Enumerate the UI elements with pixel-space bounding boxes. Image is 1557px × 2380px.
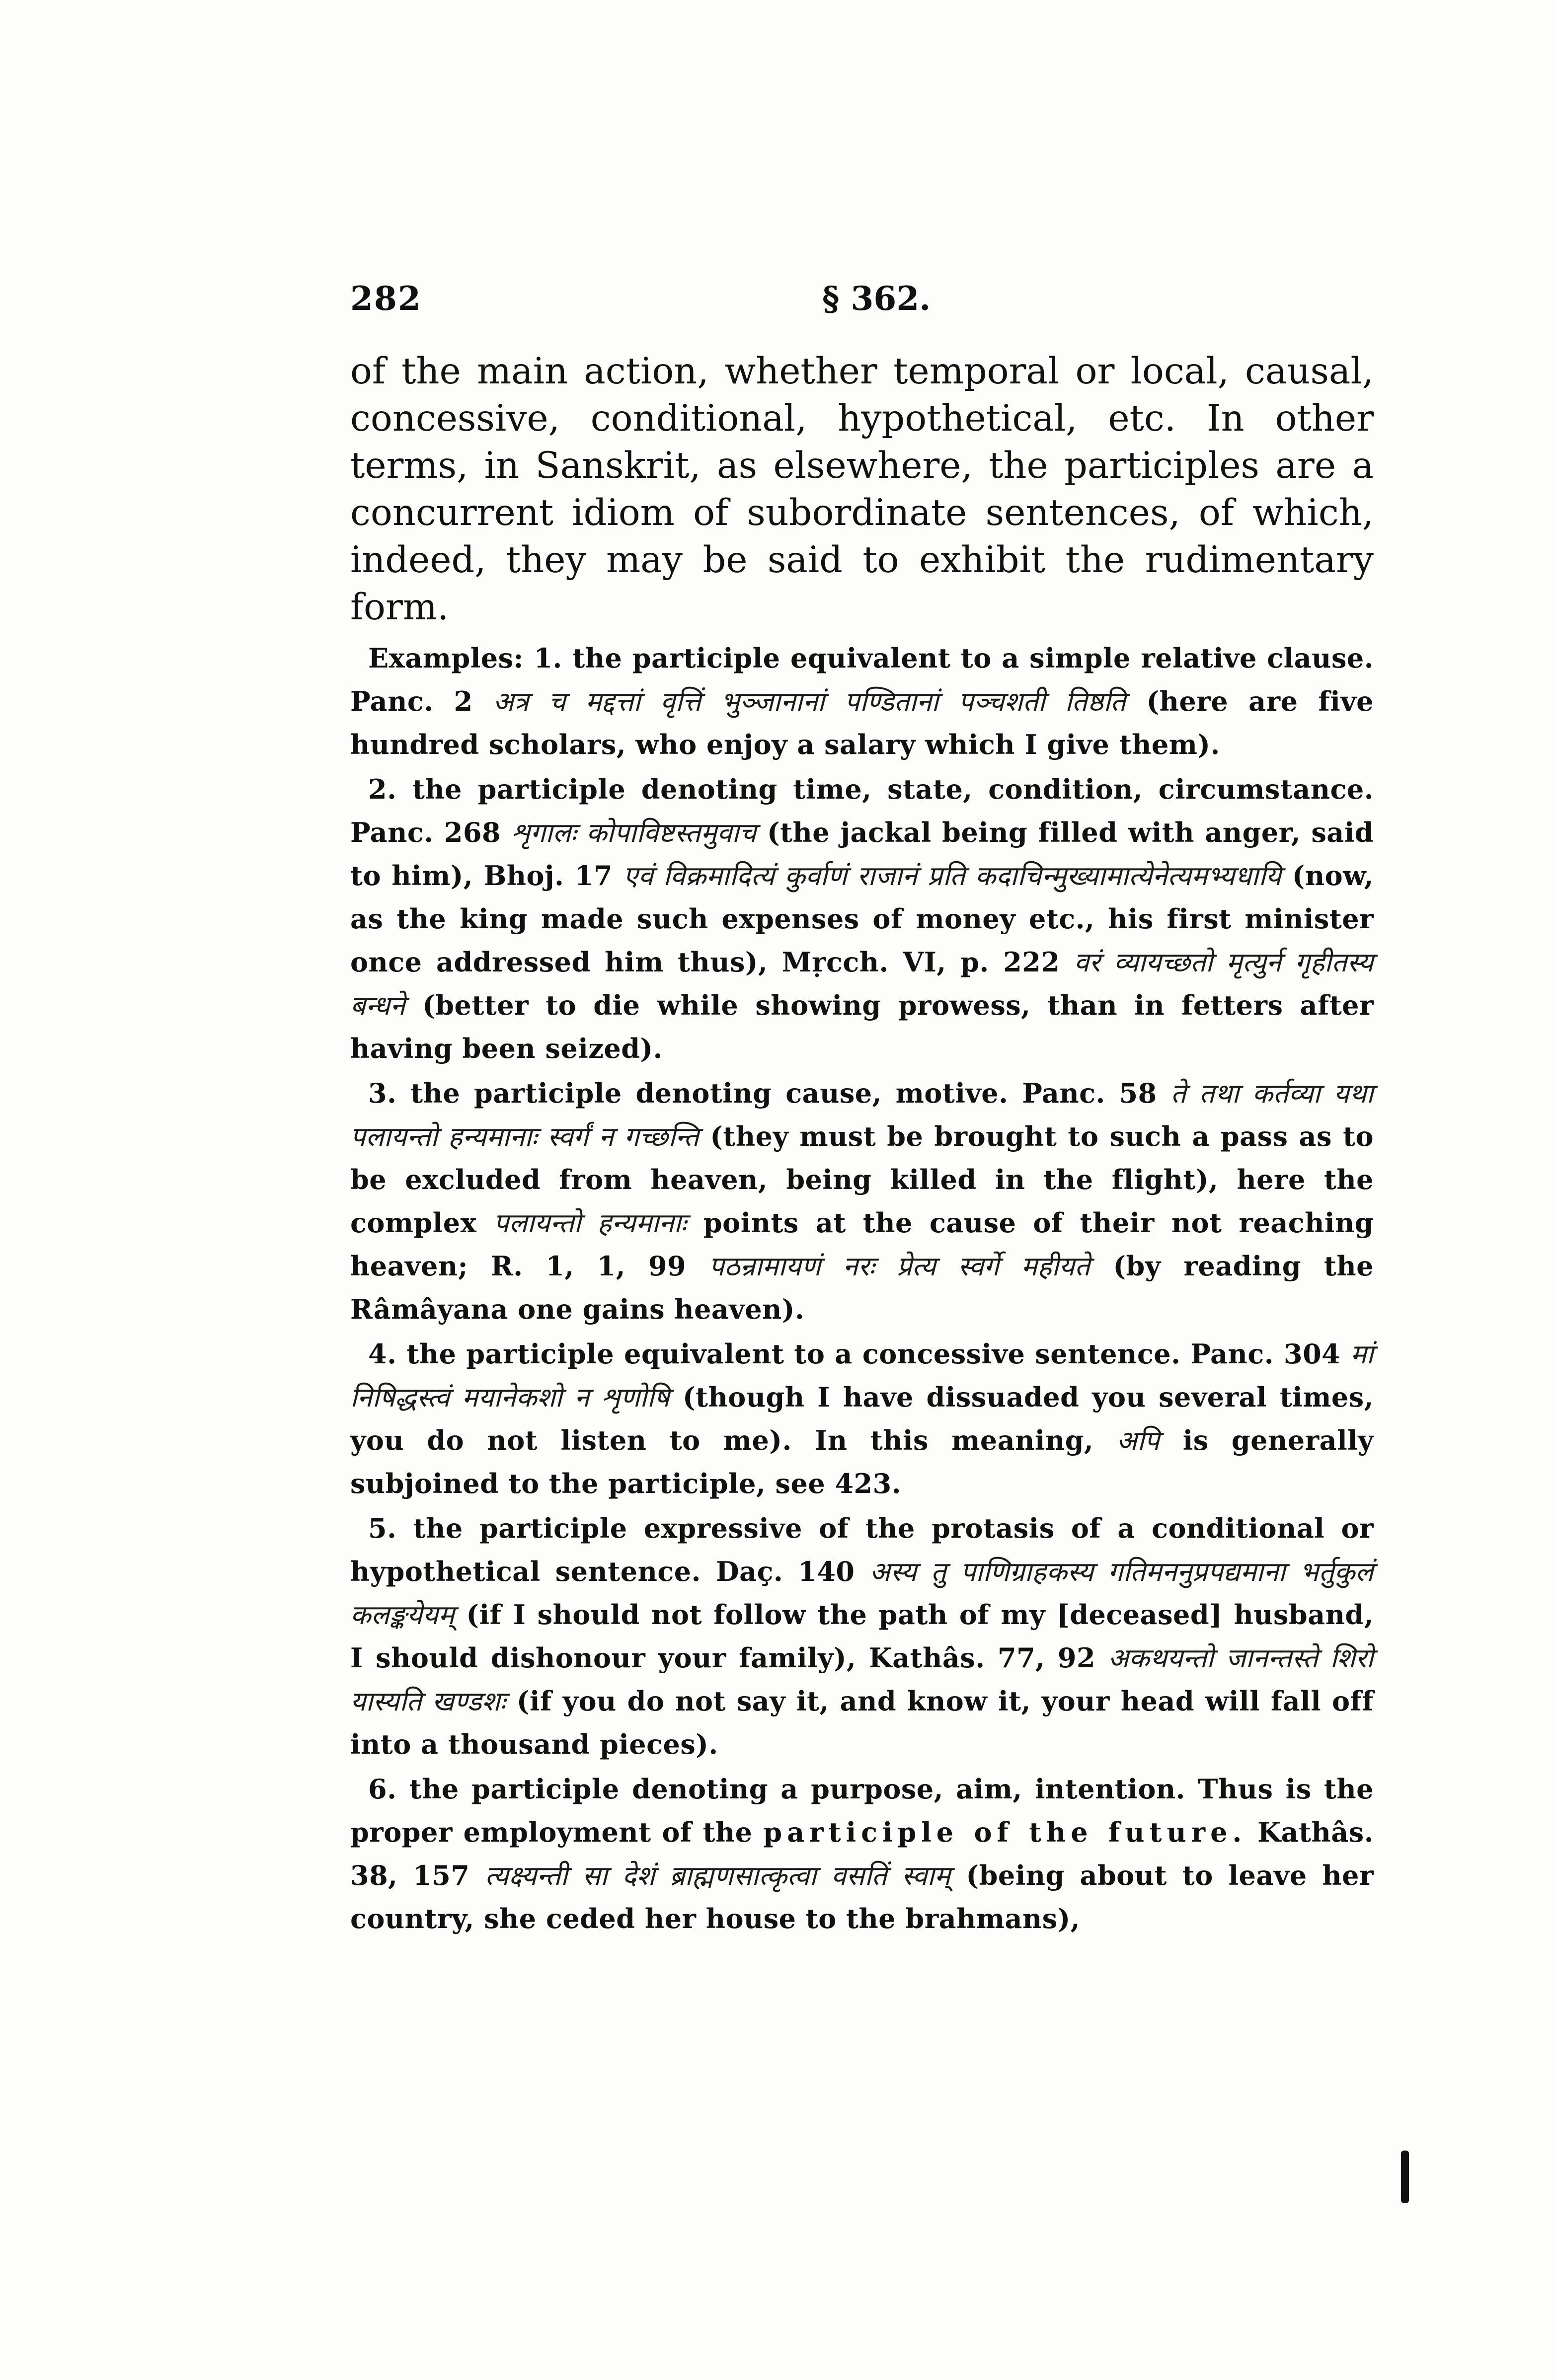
example-2-gloss-c: (better to die while showing prowess, than in fetters after having been seized). xyxy=(350,989,1374,1064)
example-6 xyxy=(350,1768,1374,1940)
example-1 xyxy=(350,637,1374,766)
example-2-intro: 2. the participle denoting time, state, condition, circumstance. Panc. 268 xyxy=(350,773,1374,848)
example-4-gloss-b: is generally subjoined to the participle, see 423. xyxy=(350,1424,1374,1499)
example-5-gloss-b: (if you do not say it, and know it, your head will fall off into a thousand pieces). xyxy=(350,1685,1374,1760)
example-3-gloss-c: (by reading the Râmâyana one gains heaven). xyxy=(350,1250,1374,1325)
example-3-sanskrit-b: पलायन्तो हन्यमानाः xyxy=(493,1207,687,1239)
example-6-citation: Kathâs. 38, 157 xyxy=(350,1816,1374,1891)
example-5-intro: 5. the participle expressive of the protasis of a conditional or hypothetical sentence. Daç. 140 xyxy=(350,1512,1374,1587)
lead-paragraph: of the main action, whether temporal or local, causal, concessive, conditional, hypothetical, etc. In other terms, in Sanskrit, as elsewhere, the participles are a concurrent idiom of subordinate sentences, of which, indeed, they may be said to exhibit the rudimentary form. xyxy=(350,350,1374,628)
example-3-sanskrit-a: ते तथा कर्तव्या यथा पलायन्तो हन्यमानाः स्वर्गं न गच्छन्ति xyxy=(350,1078,1374,1152)
page-header xyxy=(350,279,1374,324)
example-2-sanskrit-b: एवं विक्रमादित्यं कुर्वाणं राजानं प्रति कदाचिन्मुख्यामात्येनेत्यमभ्यधायि xyxy=(623,860,1282,892)
example-4 xyxy=(350,1333,1374,1505)
example-6-gloss: (being about to leave her country, she ceded her house to the brahmans), xyxy=(350,1859,1374,1934)
example-6-sanskrit: त्यक्ष्यन्ती सा देशं ब्राह्मणसात्कृत्वा वसतिं स्वाम् xyxy=(485,1860,951,1891)
example-3-sanskrit-c: पठन्रामायणं नरः प्रेत्य स्वर्गे महीयते xyxy=(708,1251,1090,1282)
section-heading: § 362. xyxy=(822,279,931,318)
example-6-emphasis: participle of the future. xyxy=(763,1816,1247,1848)
example-2-sanskrit-c: वरं व्यायच्छतो मृत्युर्न गृहीतस्य बन्धने xyxy=(350,947,1374,1021)
examples-block xyxy=(350,637,1374,1940)
example-2-gloss-a: (the jackal being filled with anger, said to him), Bhoj. 17 xyxy=(350,817,1374,892)
example-3-intro: 3. the participle denoting cause, motive. Panc. 58 xyxy=(368,1077,1157,1109)
example-1-gloss: (here are five hundred scholars, who enjoy a salary which I give them). xyxy=(350,685,1374,760)
example-5 xyxy=(350,1507,1374,1766)
examples-label: Examples: xyxy=(368,642,524,674)
example-3 xyxy=(350,1072,1374,1331)
margin-ink-mark xyxy=(1401,2151,1409,2203)
example-1-intro: 1. the participle equivalent to a simple relative clause. Panc. 2 xyxy=(350,642,1374,717)
page-number: 282 xyxy=(350,279,422,318)
example-2-gloss-b: (now, as the king made such expenses of money etc., his first minister once addressed him thus), Mṛcch. VI, p. 222 xyxy=(350,860,1374,978)
example-4-gloss-a: (though I have dissuaded you several times, you do not listen to me). In this meaning, xyxy=(350,1381,1374,1456)
example-5-sanskrit-a: अस्य तु पाणिग्राहकस्य गतिमननुप्रपद्यमाना भर्तुकुलं कलङ्कयेयम् xyxy=(350,1556,1374,1631)
page-body xyxy=(350,348,1374,1940)
example-2 xyxy=(350,768,1374,1070)
example-4-intro: 4. the participle equivalent to a concessive sentence. Panc. 304 xyxy=(368,1338,1341,1370)
example-5-sanskrit-b: अकथयन्तो जानन्तस्ते शिरो यास्यति खण्डशः xyxy=(350,1642,1374,1717)
example-4-sanskrit-b: अपि xyxy=(1116,1425,1160,1456)
example-4-sanskrit-a: मां निषिद्धस्त्वं मयानेकशो न शृणोषि xyxy=(350,1339,1374,1413)
example-2-sanskrit-a: शृगालः कोपाविष्टस्तमुवाच xyxy=(511,817,757,848)
example-5-gloss-a: (if I should not follow the path of my [deceased] husband, I should dishonour your family), Kathâs. 77, 92 xyxy=(350,1599,1374,1674)
example-3-gloss-b: points at the cause of their not reaching heaven; R. 1, 1, 99 xyxy=(350,1207,1374,1282)
example-1-sanskrit: अत्र च मद्दत्तां वृत्तिं भुञ्जानानां पण्डितानां पञ्चशती तिष्ठति xyxy=(493,686,1126,717)
example-3-gloss-a: (they must be brought to such a pass as to be excluded from heaven, being killed in the flight), here the complex xyxy=(350,1120,1374,1239)
example-6-intro: 6. the participle denoting a purpose, aim, intention. Thus is the proper employment of the xyxy=(350,1773,1374,1848)
